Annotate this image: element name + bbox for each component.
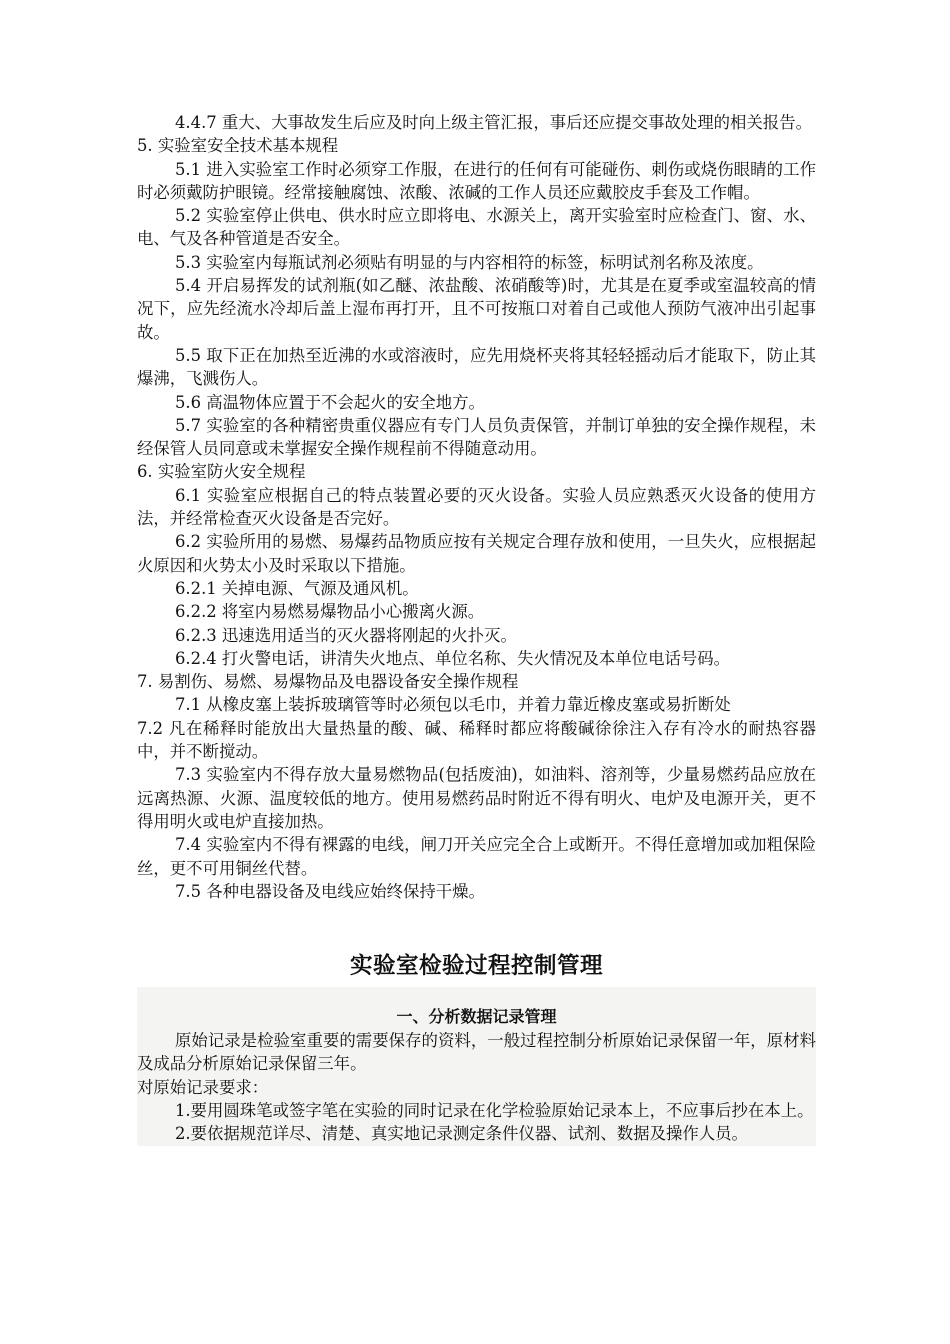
records-paragraphs xyxy=(137,1029,816,1145)
section-subtitle: 一、分析数据记录管理 xyxy=(396,1007,557,1027)
paragraph: 7.4 实验室内不得有裸露的电线，闸刀开关应完全合上或断开。不得任意增加或加粗保险丝，更不可用铜丝代替。 xyxy=(137,835,816,878)
paragraph: 6.2.1 关掉电源、气源及通风机。 xyxy=(175,578,419,598)
section-gap xyxy=(137,903,816,951)
paragraph: 5.3 实验室内每瓶试剂必须贴有明显的与内容相符的标签，标明试剂名称及浓度。 xyxy=(175,252,764,272)
paragraph: 5.5 取下正在加热至近沸的水或溶液时，应先用烧杯夹将其轻轻摇动后才能取下，防止其爆沸，飞溅伤人。 xyxy=(137,345,816,389)
paragraph: 6.2 实验所用的易燃、易爆药品物质应按有关规定合理存放和使用，一旦失火，应根据起火原因和火势太小及时采取以下措施。 xyxy=(137,532,816,575)
paragraph: 4.4.7 重大、大事故发生后应及时向上级主管汇报，事后还应提交事故处理的相关报告。 xyxy=(175,113,812,132)
paragraph: 6.1 实验室应根据自己的特点装置必要的灭火设备。实验人员应熟悉灭火设备的使用方法，并经常检查灭火设备是否完好。 xyxy=(137,485,816,529)
paragraph: 6. 实验室防火安全规程 xyxy=(137,462,306,482)
paragraph: 7.5 各种电器设备及电线应始终保持干燥。 xyxy=(175,881,485,901)
safety-rules-section xyxy=(137,111,816,903)
paragraph: 5. 实验室安全技术基本规程 xyxy=(137,136,339,156)
records-section xyxy=(137,987,816,1145)
paragraph: 5.1 进入实验室工作时必须穿工作服，在进行的任何有可能碰伤、刺伤或烧伤眼睛的工作时必须戴防护眼镜。经常接触腐蚀、浓酸、浓碱的工作人员还应戴胶皮手套及工作帽。 xyxy=(137,159,816,202)
paragraph: 6.2.2 将室内易燃易爆物品小心搬离火源。 xyxy=(175,602,485,622)
paragraph: 5.4 开启易挥发的试剂瓶(如乙醚、浓盐酸、浓硝酸等)时，尤其是在夏季或室温较高的情况下，应先经流水冷却后盖上湿布再打开，且不可按瓶口对着自己或他人预防气液冲出引起事故。 xyxy=(137,276,816,342)
document-content xyxy=(137,111,816,1146)
paragraph: 2.要依据规范详尽、清楚、真实地记录测定条件仪器、试剂、数据及操作人员。 xyxy=(175,1124,748,1144)
paragraph: 7. 易割伤、易燃、易爆物品及电器设备安全操作规程 xyxy=(137,672,519,692)
paragraph: 7.2 凡在稀释时能放出大量热量的酸、碱、稀释时都应将酸碱徐徐注入存有冷水的耐热容器中，并不断搅动。 xyxy=(137,718,816,762)
paragraph: 5.7 实验室的各种精密贵重仪器应有专门人员负责保管，并制订单独的安全操作规程，未经保管人员同意或未掌握安全操作规程前不得随意动用。 xyxy=(137,415,816,459)
paragraph: 6.2.4 打火警电话，讲清失火地点、单位名称、失火情况及本单位电话号码。 xyxy=(175,648,731,668)
paragraph: 7.1 从橡皮塞上装拆玻璃管等时必须包以毛巾，并着力靠近橡皮塞或易折断处 xyxy=(175,695,731,715)
paragraph: 7.3 实验室内不得存放大量易燃物品(包括废油)，如油料、溶剂等，少量易燃药品应放在远离热源、火源、温度较低的地方。使用易燃药品时附近不得有明火、电炉及电源开关，更不得用明火或电炉直接加热。 xyxy=(137,765,816,831)
paragraph: 6.2.3 迅速选用适当的灭火器将刚起的火扑灭。 xyxy=(175,625,517,645)
page-title: 实验室检验过程控制管理 xyxy=(349,953,603,980)
paragraph: 1.要用圆珠笔或签字笔在实验的同时记录在化学检验原始记录本上，不应事后抄在本上。 xyxy=(175,1100,814,1120)
paragraph: 对原始记录要求： xyxy=(137,1077,269,1097)
paragraph: 原始记录是检验室重要的需要保存的资料，一般过程控制分析原始记录保留一年，原材料及成品分析原始记录保留三年。 xyxy=(137,1031,816,1074)
paragraph: 5.2 实验室停止供电、供水时应立即将电、水源关上，离开实验室时应检查门、窗、水、电、气及各种管道是否安全。 xyxy=(137,206,816,249)
paragraph: 5.6 高温物体应置于不会起火的安全地方。 xyxy=(175,392,485,412)
